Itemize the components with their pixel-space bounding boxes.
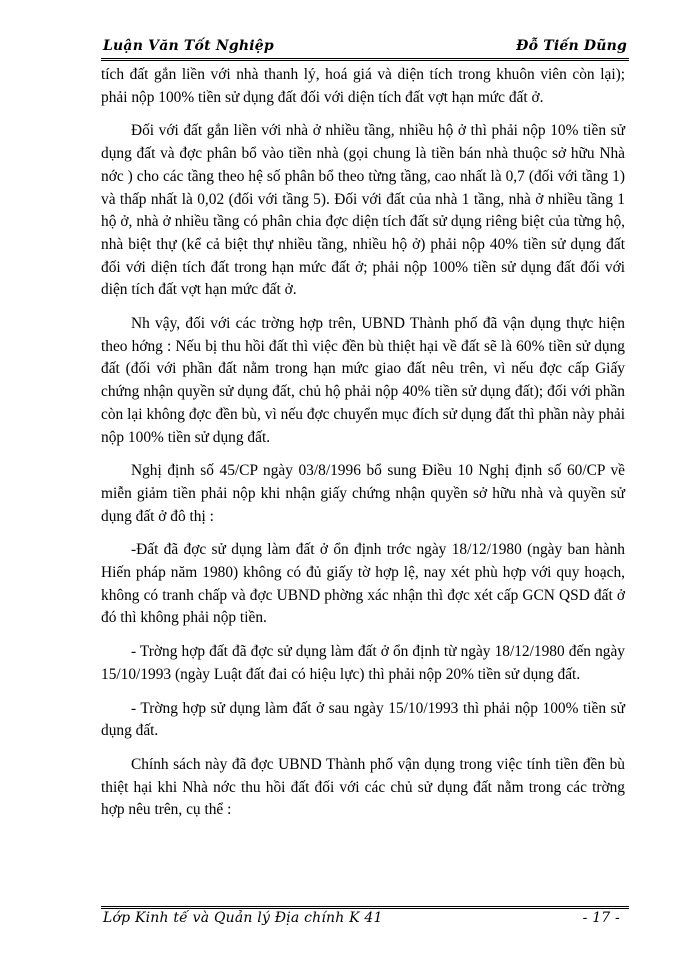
- paragraph-multi-storey-land: Đối với đất gắn liền với nhà ở nhiều tầng, nhiều hộ ở thì phải nộp 10% tiền sử dụng đất và đợc phân bổ vào tiền nhà (gọi chung là tiền bán nhà thuộc sở hữu Nhà nớc ) cho các tầng theo hệ số phân bổ theo từng tầng, cao nhất là 0,7 (đối với tầng 1) và thấp nhất là 0,02 (đối với tầng 5). Đối với đất của nhà 1 tầng, nhà ở nhiều tầng 1 hộ ở, nhà ở nhiều tầng có phân chia đợc diện tích đất sử dụng riêng biệt của từng hộ, nhà biệt thự (kể cả biệt thự nhiều tầng, nhiều hộ ở) phải nộp 40% tiền sử dụng đất đối với diện tích đất trong hạn mức đất ở; phải nộp 100% tiền sử dụng đất đối với diện tích đất vợt hạn mức đất ở.: [101, 122, 625, 299]
- header-author-name: Đỗ Tiến Dũng: [516, 38, 627, 54]
- paragraph-city-application: Nh vậy, đối với các trờng hợp trên, UBND Thành phố đã vận dụng thực hiện theo hớng : Nếu bị thu hồi đất thì việc đền bù thiệt hại về đất sẽ là 60% tiền sử dụng đất (đối với phần đất nằm trong hạn mức giao đất nêu trên, vì nếu đợc cấp Giấy chứng nhận quyền sử dụng đất, chủ hộ phải nộp 40% tiền sử dụng đất); đối với phần còn lại không đợc đền bù, vì nếu đợc chuyển mục đích sử dụng đất thì phần này phải nộp 100% tiền sử dụng đất.: [101, 315, 625, 446]
- page-number: - 17 -: [582, 910, 620, 926]
- document-body: [101, 64, 625, 833]
- paragraph-decree-45: Nghị định số 45/CP ngày 03/8/1996 bổ sung Điều 10 Nghị định số 60/CP về miễn giảm tiền phải nộp khi nhận giấy chứng nhận quyền sở hữu nhà và quyền sử dụng đất ở đô thị :: [101, 462, 625, 525]
- paragraph-policy-application: Chính sách này đã đợc UBND Thành phố vận dụng trong việc tính tiền đền bù thiệt hại khi Nhà nớc thu hồi đất đối với các chủ sử dụng đất nằm trong các trờng hợp nêu trên, cụ thể :: [101, 755, 625, 819]
- header-thesis-title: Luận Văn Tốt Nghiệp: [103, 38, 274, 54]
- paragraph-continuation: tích đất gắn liền với nhà thanh lý, hoá giá và diện tích trong khuôn viên còn lại); phải nộp 100% tiền sử dụng đất đối với diện tích đất vợt hạn mức đất ở.: [101, 66, 625, 106]
- paragraph-1980-1993: - Trờng hợp đất đã đợc sử dụng làm đất ở ổn định từ ngày 18/12/1980 đến ngày 15/10/1993 (ngày Luật đất đai có hiệu lực) thì phải nộp 20% tiền sử dụng đất.: [101, 643, 625, 683]
- header-divider: [101, 58, 629, 61]
- paragraph-after-1993: - Trờng hợp sử dụng làm đất ở sau ngày 15/10/1993 thì phải nộp 100% tiền sử dụng đất.: [101, 699, 625, 740]
- paragraph-before-1980: -Đất đã đợc sử dụng làm đất ở ổn định trớc ngày 18/12/1980 (ngày ban hành Hiến pháp năm 1980) không có đủ giấy tờ hợp lệ, nay xét phù hợp với quy hoạch, không có tranh chấp và đợc UBND phờng xác nhận thì đợc xét cấp GCN QSD đất ở đó thì không phải nộp tiền.: [101, 541, 625, 627]
- footer-class-name: Lớp Kinh tế và Quản lý Địa chính K 41: [103, 910, 383, 926]
- footer-divider: [101, 906, 629, 909]
